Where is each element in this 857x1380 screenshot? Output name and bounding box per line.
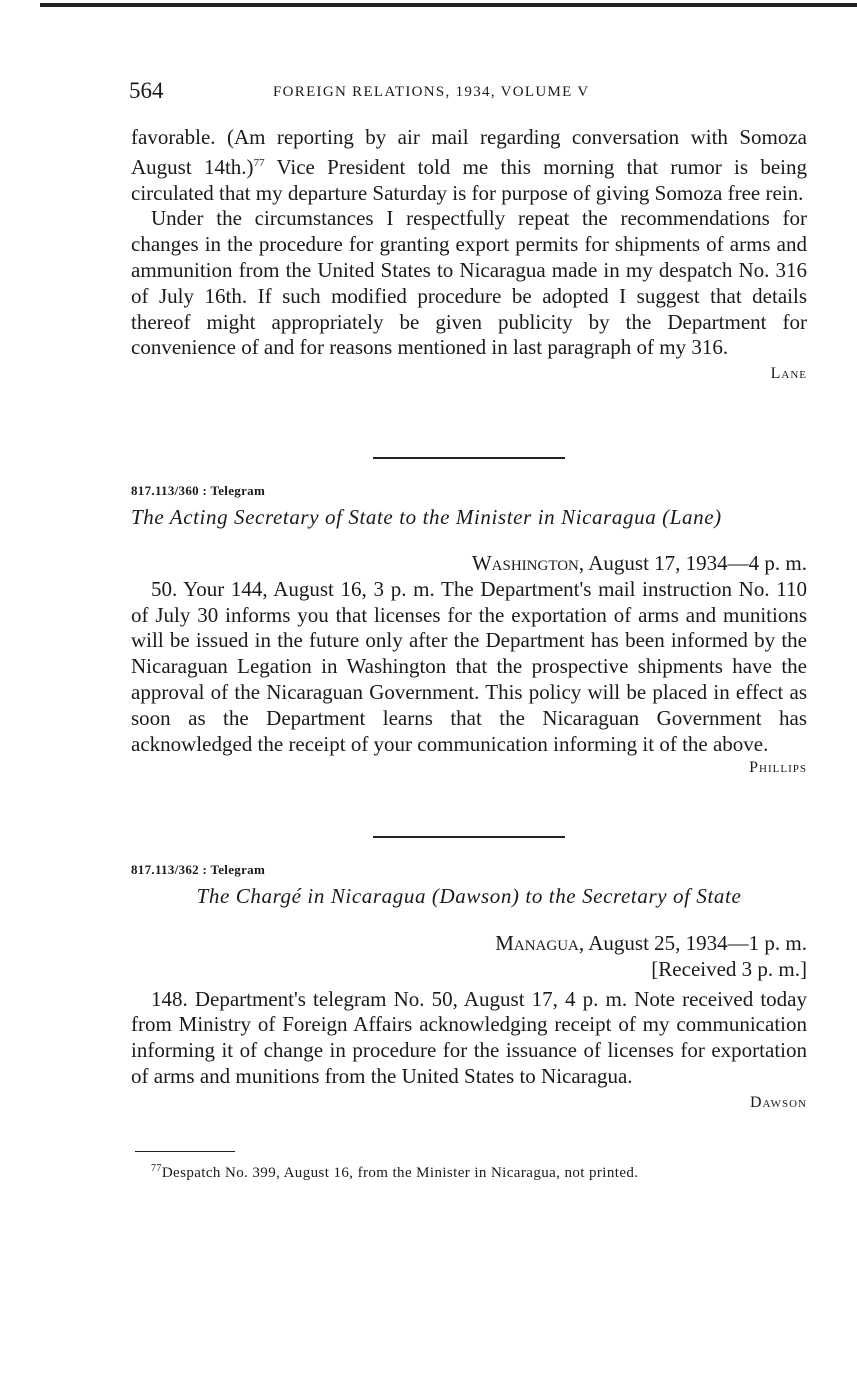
- page-number: 564: [129, 78, 164, 103]
- page-header: [131, 78, 807, 110]
- dateline-date: , August 25, 1934—1 p. m.: [578, 931, 807, 955]
- section-divider: [373, 836, 565, 838]
- dateline: [131, 551, 807, 577]
- document-heading: The Chargé in Nicaragua (Dawson) to the Secretary of State: [196, 884, 742, 908]
- document-heading: The Acting Secretary of State to the Minister in Nicaragua (Lane): [131, 505, 722, 529]
- footnote-marker: 77: [151, 1163, 162, 1174]
- signature-lane: Lane: [770, 365, 807, 383]
- footnote-reference: 77: [253, 156, 265, 169]
- footnote-text: Despatch No. 399, August 16, from the Minister in Nicaragua, not printed.: [161, 1165, 639, 1181]
- dateline-place: Washington: [471, 551, 579, 575]
- paragraph-recommendations: Under the circumstances I respectfully repeat the recommendations for changes in the procedure for granting export permits for shipments of arms and ammunition from the United States to Nicaragua made in my despatch No. 316 of July 16th. If such modified procedure be adopted I suggest that details thereof might appropriately be given publicity by the Department for convenience of and for reasons mentioned in last paragraph of my 316.: [131, 206, 807, 360]
- signature-dawson: Dawson: [749, 1093, 807, 1111]
- paragraph-text: Vice President told me this morning that rumor is being circulated that my departure Saturday is for purpose of giving Somoza free rein.: [131, 154, 808, 205]
- section-continuation: [131, 125, 807, 383]
- dateline-place: Managua: [495, 931, 579, 955]
- document-817-113-362: [131, 862, 807, 1112]
- dateline: [131, 931, 807, 957]
- footnote: [151, 1163, 807, 1182]
- received-note: [Received 3 p. m.]: [651, 956, 807, 981]
- signature-phillips: Phillips: [749, 759, 807, 777]
- footnote-rule: [135, 1151, 235, 1152]
- paragraph-text: favorable. (Am reporting by air mail regarding conversation with Somoza August 14th.): [131, 125, 807, 179]
- file-reference: 817.113/362 : Telegram: [131, 862, 266, 877]
- paragraph-continued: [131, 125, 807, 206]
- running-head: FOREIGN RELATIONS, 1934, VOLUME V: [273, 84, 590, 100]
- dateline-date: , August 17, 1934—4 p. m.: [578, 551, 807, 575]
- telegram-body: 148. Department's telegram No. 50, August 17, 4 p. m. Note received today from Ministry of Foreign Affairs acknowledging receipt of my communication informing it of change in procedure for the issuance of licenses for exportation of arms and munitions from the United States to Nicaragua.: [131, 986, 807, 1088]
- section-divider: [373, 457, 565, 459]
- top-border-rule: [40, 3, 857, 7]
- document-817-113-360: [131, 483, 807, 777]
- telegram-body: 50. Your 144, August 16, 3 p. m. The Department's mail instruction No. 110 of July 30 informs you that licenses for the exportation of arms and munitions will be issued in the future only after the Department has been informed by the Nicaraguan Legation in Washington that the prospective shipments have the approval of the Nicaraguan Government. This policy will be placed in effect as soon as the Department learns that the Nicaraguan Government has acknowledged the receipt of your communication informing it of the above.: [131, 576, 807, 756]
- file-reference: 817.113/360 : Telegram: [131, 483, 266, 498]
